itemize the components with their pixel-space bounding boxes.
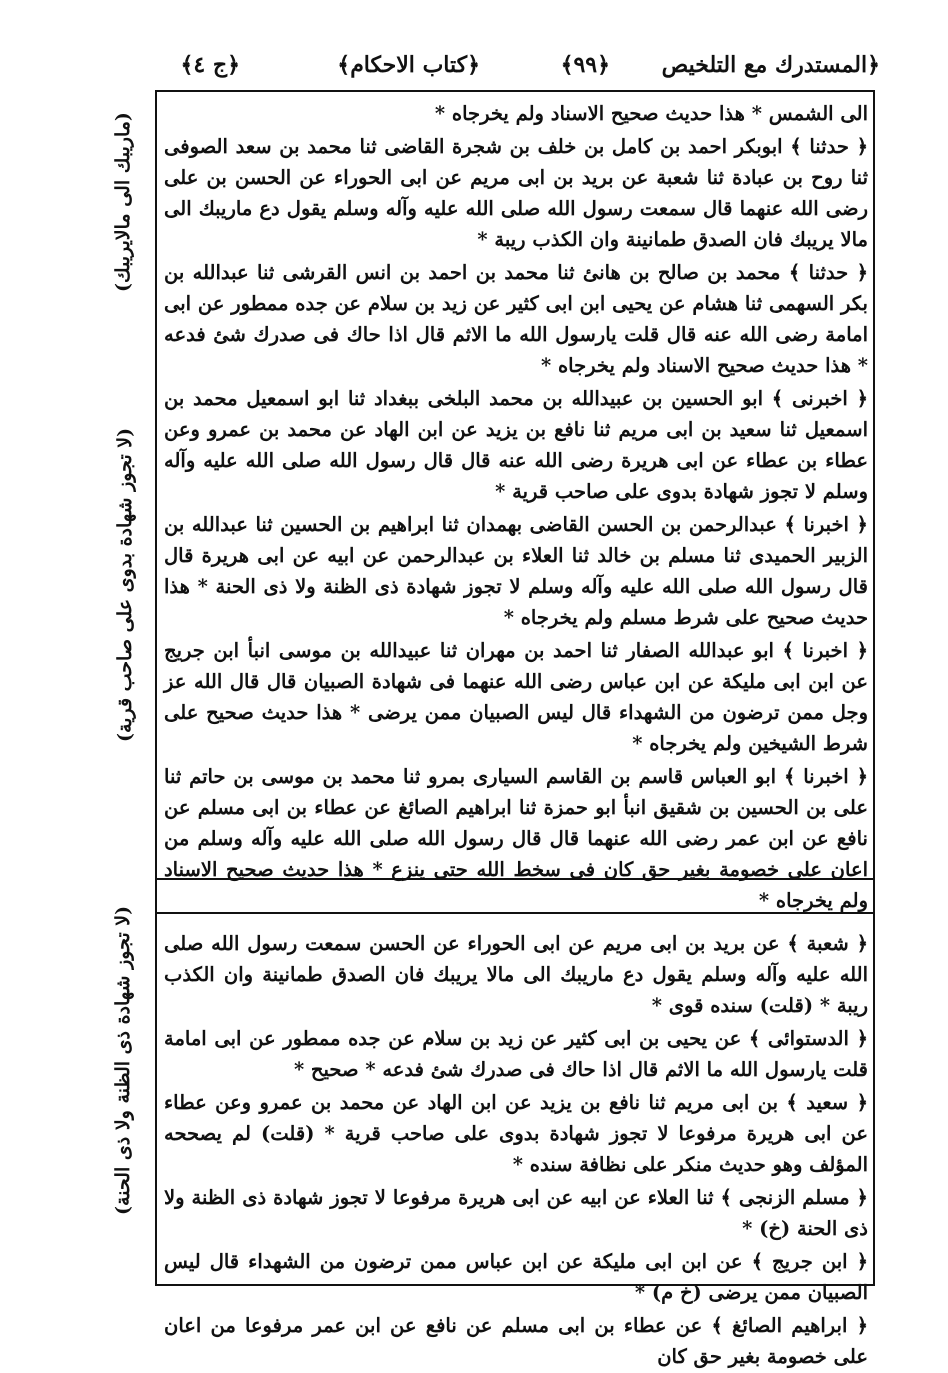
hadith-paragraph: الى الشمس * هذا حديث صحيح الاسناد ولم يخرجاه *: [434, 102, 868, 125]
note-paragraph: ﴿ الدستوائى ﴾ عن يحيى بن ابى كثير عن زيد بن سلام عن جده ممطور عن ابى امامة قلت يارسول الله ما الاثم قال اذا حاك فى صدرك شئ فدعه * صحيح *: [164, 1027, 868, 1081]
volume-number: ﴿ج ٤﴾: [180, 52, 240, 78]
note-paragraph: ﴿ ابراهيم الصائغ ﴾ عن عطاء بن ابى مسلم عن نافع عن ابن عمر مرفوعا من اعان على خصومة بغير حق كان: [164, 1314, 868, 1368]
hadith-paragraph: ﴿ اخبرنا ﴾ عبدالرحمن بن الحسن القاضى بهمدان ثنا ابراهيم بن الحسين ثنا عبدالله بن الزبير الحميدى ثنا مسلم بن خالد ثنا العلاء بن عبدالرحمن عن ابيه عن ابى هريرة قال قال رسول الله صلى الله عليه وآله وسلم لا تجوز شهادة ذى الظنة ولا ذى الحنة * هذا حديث صحيح على شرط مسلم ولم يخرجاه *: [164, 513, 868, 629]
page-number: ﴿٩٩﴾: [560, 52, 610, 78]
margin-note-2: (لا تجوز شهادة بدوى على صاحب قرية): [114, 427, 136, 742]
note-paragraph: ﴿ شعبة ﴾ عن بريد بن ابى مريم عن ابى الحوراء عن الحسن سمعت رسول الله صلى الله عليه وآله وسلم يقول دع ماريبك الى مالا يريبك فان الصدق طمانينة وان الكذب ريبة * (قلت) سنده قوى *: [164, 932, 868, 1017]
note-paragraph: ﴿ ابن جريج ﴾ عن ابن ابى مليكة عن ابن عباس ممن ترضون من الشهداء قال ليس الصبيان ممن يرضى (خ م) *: [164, 1250, 868, 1304]
hadith-paragraph: ﴿ اخبرنا ﴾ ابو العباس قاسم بن القاسم السيارى بمرو ثنا محمد بن موسى بن حاتم ثنا على بن الحسين بن شقيق انبأ ابو حمزة ثنا ابراهيم الصائغ عن عطاء بن ابى مسلم عن نافع عن ابن عمر رضى الله عنهما قال قال رسول الله صلى الله عليه وآله وسلم من اعان على خصومة بغير حق كان فى سخط الله حتى ينزع * هذا حديث صحيح الاسناد ولم يخرجاه *: [164, 765, 868, 912]
note-paragraph: ﴿ سعيد ﴾ بن ابى مريم ثنا نافع بن يزيد عن ابن الهاد عن محمد بن عمرو وعن عطاء عن ابى هريرة مرفوعا لا تجوز شهادة بدوى على صاحب قرية * (قلت) لم يصححه المؤلف وهو حديث منكر على نظافة سنده *: [164, 1091, 868, 1176]
book-title: ﴿المستدرك مع التلخيص: [661, 52, 880, 78]
margin-note-1: (ماريبك الى مالايريبك): [112, 112, 134, 292]
main-text: [164, 98, 868, 916]
hadith-paragraph: ﴿ اخبرنا ﴾ ابو عبدالله الصفار ثنا احمد بن مهران ثنا عبيدالله بن موسى انبأ ابن جريج عن ابن ابى مليكة عن ابن عباس رضى الله عنهما فى شهادة الصبيان قال قال الله عز وجل ممن ترضون من الشهداء قال ليس الصبيان ممن يرضى * هذا حديث صحيح على شرط الشيخين ولم يخرجاه *: [164, 639, 868, 755]
margin-note-3: (لا تجوز شهادة ذى الظنة ولا ذى الحنة): [112, 905, 134, 1215]
hadith-paragraph: ﴿ حدثنا ﴾ ابوبكر احمد بن كامل بن خلف بن شجرة القاضى ثنا محمد بن سعد الصوفى ثنا روح بن عبادة ثنا شعبة عن بريد بن ابى مريم عن ابى الحوراء عن الحسن بن على رضى الله عنهما قال سمعت رسول الله صلى الله عليه وآله وسلم يقول دع ماريبك الى مالا يريبك فان الصدق طمانينة وان الكذب ريبة *: [164, 135, 868, 251]
hadith-paragraph: ﴿ اخبرنى ﴾ ابو الحسين بن عبيدالله بن محمد البلخى ببغداد ثنا ابو اسمعيل محمد بن اسمعيل ثنا سعيد بن ابى مريم ثنا نافع بن يزيد عن ابن الهاد عن محمد بن عمرو وعن عطاء بن عطاء عن ابى هريرة رضى الله عنه قال قال رسول الله صلى الله عليه وآله وسلم لا تجوز شهادة بدوى على صاحب قرية *: [164, 387, 868, 503]
chapter-title: ﴿كتاب الاحكام﴾: [337, 52, 480, 78]
summary-notes: [164, 928, 868, 1372]
page-header: [160, 52, 880, 88]
hadith-paragraph: ﴿ حدثنا ﴾ محمد بن صالح بن هانئ ثنا محمد بن احمد بن انس القرشى ثنا عبدالله بن بكر السهمى ثنا هشام عن يحيى ابن ابى كثير عن زيد بن سلام عن جده ممطور عن ابى امامة رضى الله عنه قال قلت يارسول الله ما الاثم قال اذا حاك فى صدرك شئ فدعه * هذا حديث صحيح الاسناد ولم يخرجاه *: [164, 261, 868, 377]
note-paragraph: ﴿ مسلم الزنجى ﴾ ثنا العلاء عن ابيه عن ابى هريرة مرفوعا لا تجوز شهادة ذى الظنة ولا ذى الحنة (خ) *: [164, 1186, 868, 1240]
